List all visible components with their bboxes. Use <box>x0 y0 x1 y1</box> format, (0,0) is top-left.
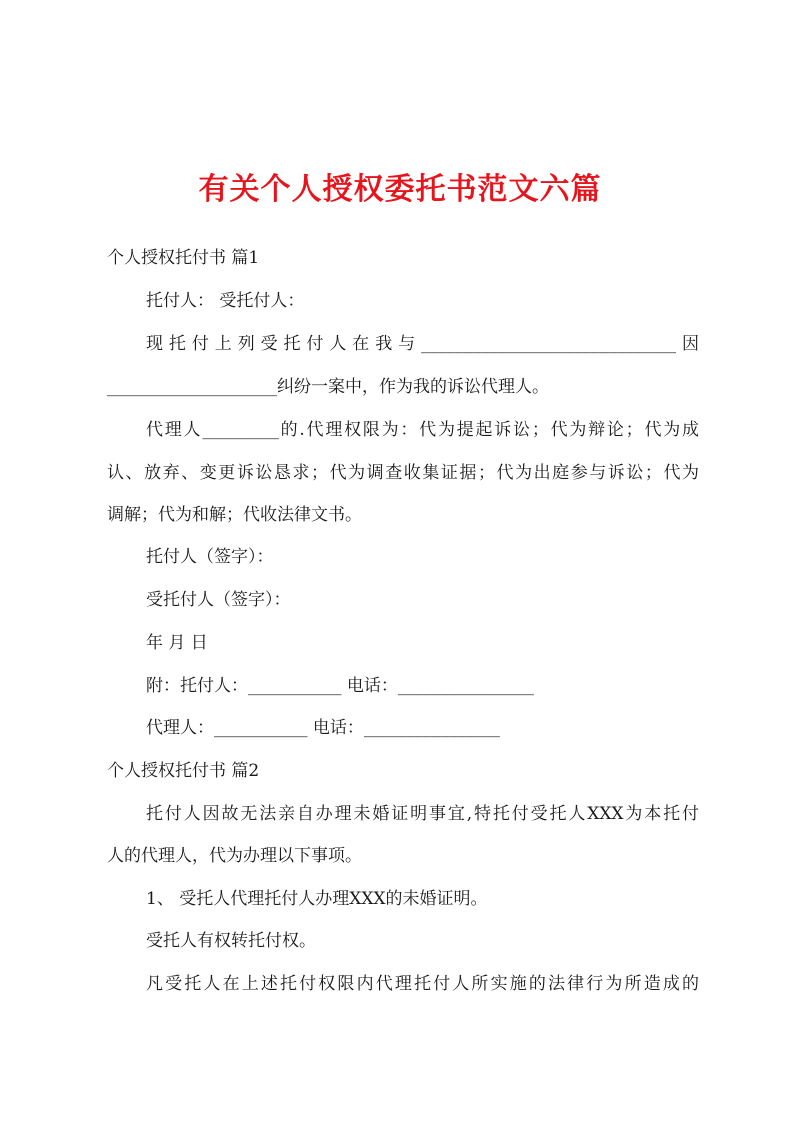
paragraph-line: 代理人_________的.代理权限为：代为提起诉讼；代为辩论；代为成 <box>146 420 699 440</box>
paragraph-line: 1、 受托人代理托付人办理XXX的未婚证明。 <box>146 889 488 909</box>
paragraph-line: 认、放弃、变更诉讼恳求；代为调查收集证据；代为出庭参与诉讼；代为 <box>107 463 699 483</box>
section-heading-2: 个人授权托付书 篇2 <box>107 761 260 781</box>
paragraph-line: ____________________纠纷一案中，作为我的诉讼代理人。 <box>107 377 549 397</box>
paragraph-line: 受托人有权转托付权。 <box>146 931 316 951</box>
paragraph-line: 凡受托人在上述托付权限内代理托付人所实施的法律行为所造成的 <box>146 974 699 994</box>
paragraph-line: 年 月 日 <box>146 633 208 653</box>
paragraph-line: 人的代理人，代为办理以下事项。 <box>107 846 362 866</box>
paragraph-line: 托付人（签字）： <box>146 547 274 567</box>
paragraph-line: 现托付上列受托付人在我与______________________________因 <box>146 334 699 354</box>
paragraph-line: 托付人： 受托付人： <box>146 291 305 311</box>
paragraph-line: 受托付人（签字）： <box>146 590 291 610</box>
paragraph-line: 代理人：___________ 电话：________________ <box>146 718 500 738</box>
paragraph-line: 托付人因故无法亲自办理未婚证明事宜,特托付受托人XXX为本托付 <box>146 804 699 824</box>
section-heading-1: 个人授权托付书 篇1 <box>107 248 260 268</box>
document-title: 有关个人授权委托书范文六篇 <box>198 172 602 207</box>
paragraph-line: 附：托付人：___________ 电话：________________ <box>146 676 534 696</box>
paragraph-line: 调解；代为和解；代收法律文书。 <box>107 505 362 525</box>
